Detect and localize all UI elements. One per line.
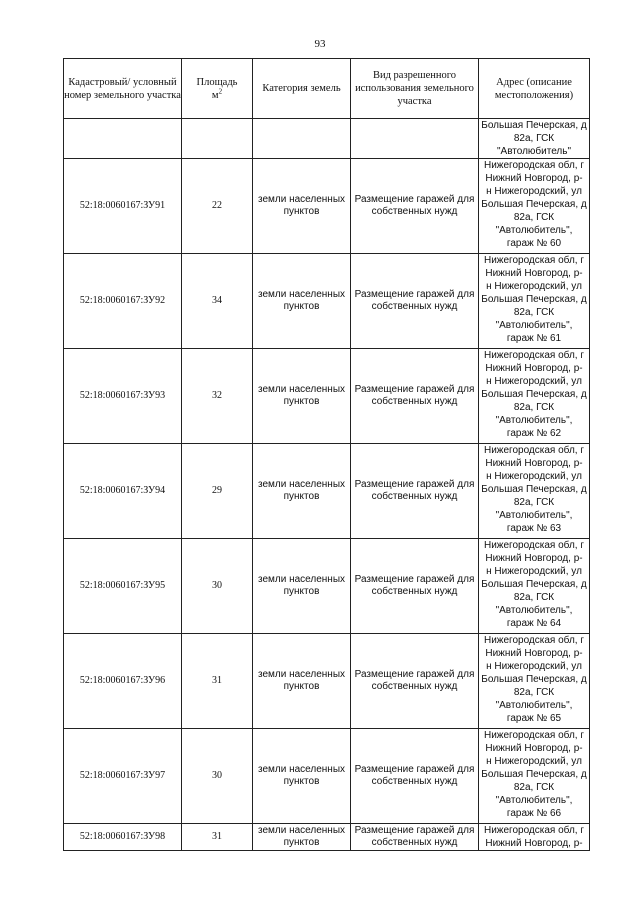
address-line: 82а, ГСК [513,402,555,413]
address-line: Нижний Новгород, р- [485,553,583,564]
address-line: н Нижегородский, ул [486,566,582,577]
address-line: 82а, ГСК [513,497,555,508]
header-category: Категория земель [253,59,351,119]
address-line: Нижний Новгород, р- [485,173,583,184]
address-line: н Нижегородский, ул [486,661,582,672]
table-header-row [64,59,590,119]
address-line: "Автолюбитель", [495,605,573,616]
table-row [64,349,590,444]
address-line: Нижегородская обл, г [483,540,584,551]
header-area: Площадь $м^2$ [182,59,253,119]
address-line: "Автолюбитель" [496,146,572,157]
address-line: Нижегородская обл, г [483,350,584,361]
category-cell: земли населенных пунктов [253,539,351,634]
address-cell [479,254,590,349]
address-line: Нижегородская обл, г [483,160,584,171]
category-cell: земли населенных пунктов [253,824,351,851]
category-cell: земли населенных пунктов [253,254,351,349]
address-line: гараж № 60 [506,238,562,249]
use-cell: Размещение гаражей для собственных нужд [351,349,479,444]
use-cell: Размещение гаражей для собственных нужд [351,444,479,539]
address-line: гараж № 65 [506,713,562,724]
address-line: Большая Печерская, д [481,769,587,780]
address-line: 82а, ГСК [513,592,555,603]
address-line: Большая Печерская, д [481,120,587,131]
category-cell [253,119,351,159]
address-line: Нижегородская обл, г [483,445,584,456]
address-line: 82а, ГСК [513,307,555,318]
cadastral-cell: 52:18:0060167:ЗУ96 [64,634,182,729]
address-line: 82а, ГСК [513,212,555,223]
address-cell [479,349,590,444]
use-cell: Размещение гаражей для собственных нужд [351,254,479,349]
table-row [64,729,590,824]
header-cadastral: Кадастровый/ условный номер земельного участка [64,59,182,119]
area-cell: 32 [182,349,253,444]
category-cell: земли населенных пунктов [253,349,351,444]
address-cell [479,634,590,729]
cadastral-cell: 52:18:0060167:ЗУ92 [64,254,182,349]
address-line: Большая Печерская, д [481,294,587,305]
address-line: гараж № 62 [506,428,562,439]
address-line: Нижегородская обл, г [483,635,584,646]
header-address: Адрес (описание местоположения) [479,59,590,119]
address-cell [479,729,590,824]
table-row [64,634,590,729]
address-line: н Нижегородский, ул [486,471,582,482]
cadastral-cell: 52:18:0060167:ЗУ94 [64,444,182,539]
category-cell: земли населенных пунктов [253,444,351,539]
address-line: Нижний Новгород, р- [485,268,583,279]
address-cell [479,539,590,634]
address-line: Нижегородская обл, г [483,255,584,266]
address-cell [479,824,590,851]
address-cell [479,159,590,254]
area-cell: 30 [182,729,253,824]
address-line: н Нижегородский, ул [486,186,582,197]
area-cell: 31 [182,634,253,729]
address-line: гараж № 64 [506,618,562,629]
continuation-row [64,119,590,159]
area-cell: 31 [182,824,253,851]
address-line: Большая Печерская, д [481,199,587,210]
address-line: Нижегородская обл, г [483,825,584,836]
use-cell: Размещение гаражей для собственных нужд [351,824,479,851]
header-use: Вид разрешенного использования земельного участка [351,59,479,119]
cadastral-cell: 52:18:0060167:ЗУ95 [64,539,182,634]
address-line: н Нижегородский, ул [486,281,582,292]
address-line: гараж № 63 [506,523,562,534]
category-cell: земли населенных пунктов [253,729,351,824]
area-cell: 22 [182,159,253,254]
address-line: Нижний Новгород, р- [485,648,583,659]
cadastral-cell: 52:18:0060167:ЗУ93 [64,349,182,444]
address-line: Большая Печерская, д [481,484,587,495]
address-line: Нижегородская обл, г [483,730,584,741]
use-cell: Размещение гаражей для собственных нужд [351,634,479,729]
address-line: Нижний Новгород, р- [485,743,583,754]
cadastral-cell: 52:18:0060167:ЗУ97 [64,729,182,824]
address-line: 82а, ГСК [513,133,555,144]
address-line: гараж № 61 [506,333,562,344]
address-line: "Автолюбитель", [495,415,573,426]
table-row [64,159,590,254]
use-cell: Размещение гаражей для собственных нужд [351,159,479,254]
table-row [64,254,590,349]
use-cell [351,119,479,159]
use-cell: Размещение гаражей для собственных нужд [351,729,479,824]
category-cell: земли населенных пунктов [253,159,351,254]
address-line: гараж № 66 [506,808,562,819]
address-line: Большая Печерская, д [481,674,587,685]
cadastral-cell: 52:18:0060167:ЗУ91 [64,159,182,254]
address-line: н Нижегородский, ул [486,756,582,767]
address-line: "Автолюбитель", [495,700,573,711]
address-line: "Автолюбитель", [495,510,573,521]
table-row [64,824,590,851]
address-cell [479,444,590,539]
land-plots-table [63,58,590,851]
page-number: 93 [314,38,326,50]
use-cell: Размещение гаражей для собственных нужд [351,539,479,634]
address-line: Нижний Новгород, р- [485,838,583,849]
area-cell: 29 [182,444,253,539]
area-cell [182,119,253,159]
table-row [64,539,590,634]
address-cell [479,119,590,159]
area-cell: 34 [182,254,253,349]
address-line: "Автолюбитель", [495,320,573,331]
area-cell: 30 [182,539,253,634]
address-line: 82а, ГСК [513,687,555,698]
address-line: Большая Печерская, д [481,579,587,590]
address-line: Нижний Новгород, р- [485,458,583,469]
category-cell: земли населенных пунктов [253,634,351,729]
address-line: "Автолюбитель", [495,225,573,236]
address-line: 82а, ГСК [513,782,555,793]
cadastral-cell [64,119,182,159]
address-line: Большая Печерская, д [481,389,587,400]
address-line: н Нижегородский, ул [486,376,582,387]
table-row [64,444,590,539]
address-line: Нижний Новгород, р- [485,363,583,374]
address-line: "Автолюбитель", [495,795,573,806]
cadastral-cell: 52:18:0060167:ЗУ98 [64,824,182,851]
